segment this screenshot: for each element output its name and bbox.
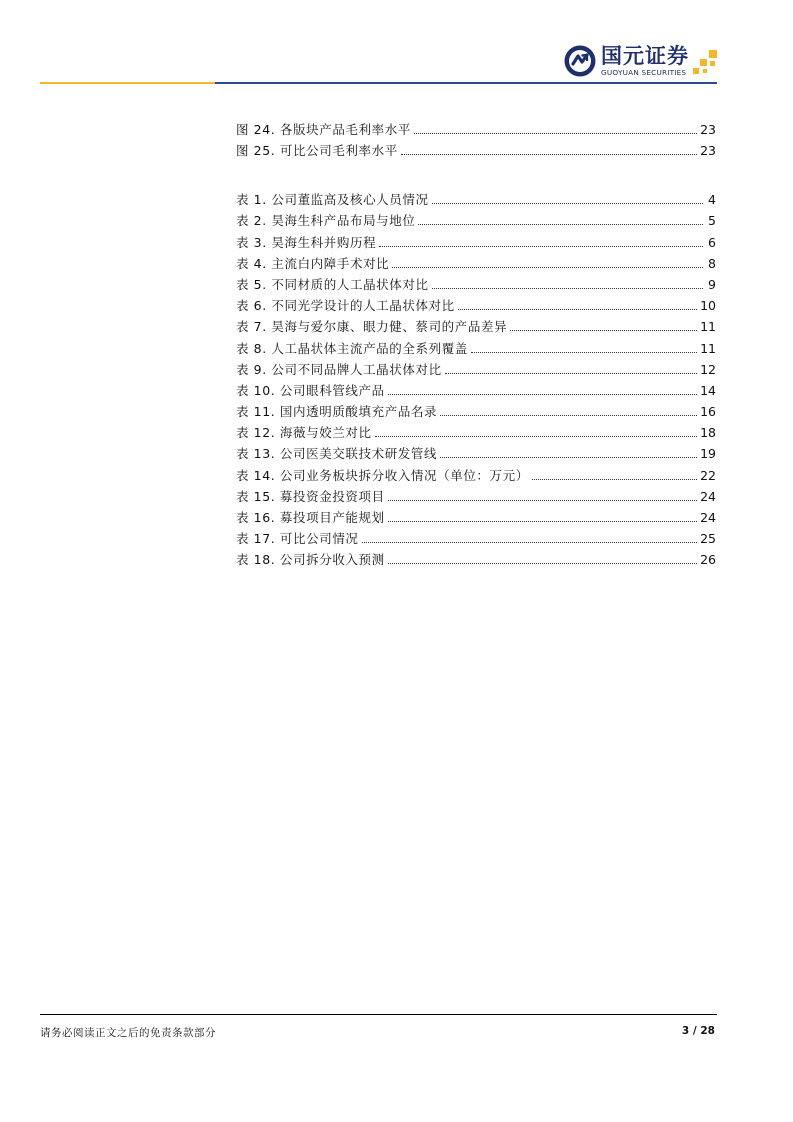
toc-entry[interactable]	[236, 334, 716, 355]
toc-entry-title: 表 15. 募投资金投资项目	[236, 488, 385, 504]
toc-entry-title: 表 18. 公司拆分收入预测	[236, 552, 385, 568]
toc-entry-title: 表 11. 国内透明质酸填充产品名录	[236, 404, 438, 420]
toc-entry-title: 表 10. 公司眼科管线产品	[236, 382, 385, 398]
toc-entry[interactable]	[236, 228, 716, 249]
toc-entry[interactable]	[236, 356, 716, 377]
toc-entry[interactable]	[236, 186, 716, 207]
toc-dot-leader	[532, 479, 697, 480]
toc-entry-title: 表 8. 人工晶状体主流产品的全系列覆盖	[236, 340, 468, 356]
toc-entry-title: 图 25. 可比公司毛利率水平	[236, 143, 398, 159]
toc-entry-title: 表 13. 公司医美交联技术研发管线	[236, 446, 438, 462]
toc-dot-leader	[432, 203, 703, 204]
toc-entry-title: 表 2. 昊海生科产品布局与地位	[236, 213, 416, 229]
toc-entry-page: 23	[700, 143, 716, 159]
toc-dot-leader	[388, 563, 697, 564]
toc-entry-title: 表 3. 昊海生科并购历程	[236, 234, 377, 250]
toc-entry-page: 9	[708, 276, 716, 292]
toc-entry[interactable]	[236, 504, 716, 525]
toc-entry-page: 24	[700, 510, 716, 525]
toc-dot-leader	[388, 394, 697, 395]
toc-dot-leader	[440, 457, 697, 458]
toc-dot-leader	[414, 133, 697, 134]
toc-entry-page: 18	[700, 425, 716, 441]
toc-entry[interactable]	[236, 271, 716, 292]
company-logo	[563, 44, 723, 80]
toc-entry-page: 25	[700, 531, 716, 547]
toc-entry-title: 表 12. 海薇与姣兰对比	[236, 425, 372, 441]
toc-entry-title: 表 16. 募投项目产能规划	[236, 510, 385, 525]
toc-entry-page: 26	[700, 552, 716, 568]
toc-entry[interactable]	[236, 116, 716, 137]
toc-entry[interactable]	[236, 250, 716, 271]
toc-dot-leader	[379, 246, 703, 247]
toc-entry-page: 6	[708, 234, 716, 250]
toc-entry[interactable]	[236, 207, 716, 228]
header-divider	[40, 82, 717, 84]
toc-dot-leader	[471, 352, 697, 353]
toc-dot-leader	[388, 521, 697, 522]
logo-gold-squares-icon	[689, 50, 719, 76]
toc-entry-page: 19	[700, 446, 716, 462]
tables-toc	[236, 186, 716, 567]
toc-entry[interactable]	[236, 483, 716, 504]
toc-dot-leader	[445, 373, 697, 374]
toc-entry-page: 5	[708, 213, 716, 229]
toc-dot-leader	[392, 267, 703, 268]
toc-dot-leader	[510, 330, 697, 331]
figures-toc	[236, 116, 716, 158]
toc-dot-leader	[440, 415, 697, 416]
toc-entry[interactable]	[236, 440, 716, 461]
toc-dot-leader	[401, 154, 697, 155]
toc-dot-leader	[432, 288, 703, 289]
toc-entry[interactable]	[236, 525, 716, 546]
footer-divider	[40, 1014, 717, 1015]
toc-entry-title: 表 7. 昊海与爱尔康、眼力健、蔡司的产品差异	[236, 319, 508, 335]
disclaimer-note: 请务必阅读正文之后的免责条款部分	[40, 1027, 216, 1039]
toc-entry-page: 23	[700, 122, 716, 138]
toc-entry-title: 表 1. 公司董监高及核心人员情况	[236, 192, 429, 208]
toc-entry-title: 表 4. 主流白内障手术对比	[236, 255, 390, 271]
toc-entry-page: 11	[700, 319, 716, 335]
toc-entry-title: 图 24. 各版块产品毛利率水平	[236, 122, 411, 138]
toc-entry-title: 表 6. 不同光学设计的人工晶状体对比	[236, 298, 455, 314]
toc-entry-page: 11	[700, 340, 716, 356]
toc-entry-title: 表 17. 可比公司情况	[236, 531, 359, 547]
toc-entry-page: 4	[708, 192, 716, 208]
toc-entry-page: 24	[700, 488, 716, 504]
logo-chinese-name: 国元证券	[601, 44, 689, 68]
toc-dot-leader	[418, 224, 703, 225]
toc-entry-title: 表 5. 不同材质的人工晶状体对比	[236, 276, 429, 292]
page-number: 3 / 28	[681, 1025, 715, 1037]
toc-entry[interactable]	[236, 461, 716, 482]
toc-entry-page: 22	[700, 467, 716, 483]
toc-entry[interactable]	[236, 419, 716, 440]
toc-dot-leader	[362, 542, 698, 543]
guoyuan-logo-icon	[563, 44, 597, 78]
toc-entry-page: 10	[700, 298, 716, 314]
toc-entry-page: 14	[700, 382, 716, 398]
toc-entry[interactable]	[236, 292, 716, 313]
toc-entry-title: 表 9. 公司不同品牌人工晶状体对比	[236, 361, 442, 377]
logo-english-name: GUOYUAN SECURITIES	[601, 68, 687, 77]
toc-entry-page: 8	[708, 255, 716, 271]
toc-entry-page: 16	[700, 404, 716, 420]
toc-entry[interactable]	[236, 398, 716, 419]
toc-dot-leader	[388, 500, 697, 501]
toc-dot-leader	[458, 309, 697, 310]
toc-entry[interactable]	[236, 313, 716, 334]
toc-entry[interactable]	[236, 377, 716, 398]
toc-entry-title: 表 14. 公司业务板块拆分收入情况（单位：万元）	[236, 467, 529, 483]
toc-entry-page: 12	[700, 361, 716, 377]
toc-dot-leader	[375, 436, 697, 437]
toc-entry[interactable]	[236, 137, 716, 158]
toc-entry[interactable]	[236, 546, 716, 567]
